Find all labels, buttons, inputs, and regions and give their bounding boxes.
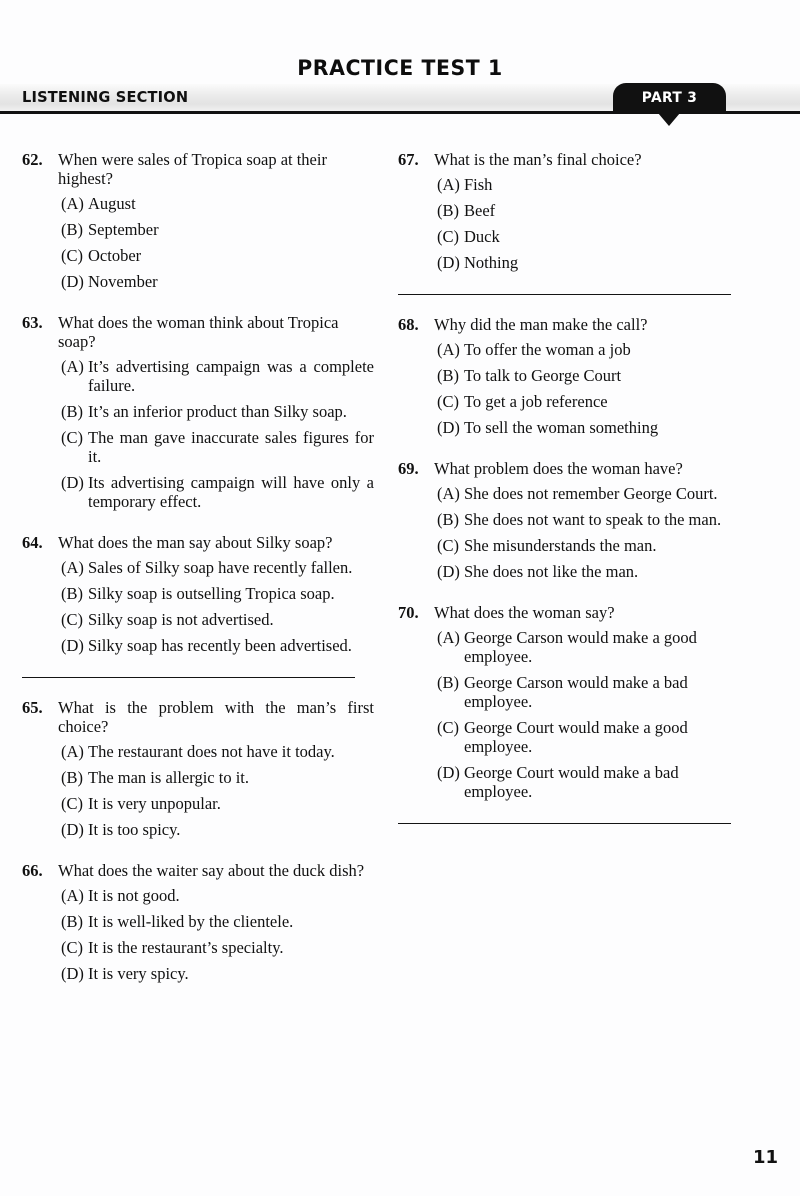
question-text: 62. When were sales of Tropica soap at their highest? (22, 150, 327, 188)
section-divider (22, 677, 355, 678)
question-number: 69. (398, 459, 419, 478)
question-number: 70. (398, 603, 419, 622)
answer-option-letter: (B) (437, 201, 459, 220)
question-text: 68. Why did the man make the call? (398, 315, 648, 334)
answer-option[interactable]: (C) It is very unpopular. (61, 794, 221, 813)
answer-option-letter: (D) (61, 636, 84, 655)
question-block (398, 459, 750, 581)
question-text: 70. What does the woman say? (398, 603, 615, 622)
answer-options (22, 194, 374, 291)
answer-option[interactable]: (A) She does not remember George Court. (437, 484, 718, 503)
answer-option[interactable]: (C) George Court would make a good employee. (437, 718, 688, 756)
answer-option-letter: (A) (61, 357, 84, 376)
question-text: 66. What does the waiter say about the duck dish? (22, 861, 365, 880)
answer-option-letter: (B) (61, 912, 83, 931)
answer-option-letter: (B) (61, 402, 83, 421)
question-text: 65. What is the problem with the man’s first choice? (22, 698, 374, 736)
answer-option-letter: (C) (437, 718, 459, 737)
answer-option[interactable]: (B) She does not want to speak to the man. (437, 510, 722, 529)
answer-option-letter: (B) (61, 584, 83, 603)
answer-option[interactable]: (A) The restaurant does not have it today. (61, 742, 335, 761)
answer-option[interactable]: (C) It is the restaurant’s specialty. (61, 938, 284, 957)
question-text: 67. What is the man’s final choice? (398, 150, 642, 169)
answer-option-letter: (D) (437, 763, 460, 782)
question-number: 68. (398, 315, 419, 334)
answer-option[interactable]: (B) September (61, 220, 159, 239)
answer-option-letter: (C) (437, 536, 459, 555)
section-divider (398, 294, 731, 295)
question-number: 63. (22, 313, 43, 332)
answer-option[interactable]: (B) The man is allergic to it. (61, 768, 249, 787)
answer-option-letter: (D) (61, 473, 84, 492)
answer-option[interactable]: (C) October (61, 246, 142, 265)
answer-option[interactable]: (A) August (61, 194, 136, 213)
question-block (22, 313, 374, 511)
answer-option[interactable]: (D) It is too spicy. (61, 820, 181, 839)
answer-option-letter: (C) (61, 610, 83, 629)
answer-option-letter: (A) (61, 558, 84, 577)
question-block (22, 698, 374, 839)
answer-options (398, 628, 750, 801)
question-block (22, 533, 374, 655)
answer-options (22, 742, 374, 839)
section-label: LISTENING SECTION (22, 88, 189, 106)
question-block (398, 150, 750, 272)
answer-option[interactable]: (C) She misunderstands the man. (437, 536, 657, 555)
page-number: 11 (752, 1147, 778, 1168)
question-text: 63. What does the woman think about Tropica soap? (22, 313, 339, 351)
answer-option[interactable]: (D) November (61, 272, 158, 291)
question-column-right (398, 150, 750, 844)
answer-option-letter: (C) (437, 392, 459, 411)
question-number: 65. (22, 698, 43, 717)
answer-option[interactable]: (D) Its advertising campaign will have only a temporary effect. (61, 473, 374, 511)
answer-option[interactable]: (A) George Carson would make a good employee. (437, 628, 697, 666)
answer-option-letter: (A) (437, 628, 460, 647)
answer-option[interactable]: (C) Silky soap is not advertised. (61, 610, 274, 629)
answer-option[interactable]: (B) It’s an inferior product than Silky soap. (61, 402, 347, 421)
answer-option[interactable]: (A) Fish (437, 175, 493, 194)
answer-option-letter: (A) (437, 175, 460, 194)
answer-options (398, 175, 750, 272)
answer-option[interactable]: (B) Beef (437, 201, 496, 220)
answer-option-letter: (A) (61, 886, 84, 905)
answer-option-letter: (B) (437, 510, 459, 529)
answer-option[interactable]: (B) It is well-liked by the clientele. (61, 912, 294, 931)
answer-option[interactable]: (D) Silky soap has recently been advertised. (61, 636, 352, 655)
answer-option-letter: (B) (61, 220, 83, 239)
answer-option-letter: (D) (61, 964, 84, 983)
part-badge-pointer-icon (658, 113, 680, 126)
answer-options (22, 357, 374, 511)
question-block (398, 603, 750, 801)
answer-option-letter: (D) (61, 820, 84, 839)
answer-option[interactable]: (B) To talk to George Court (437, 366, 622, 385)
answer-option-letter: (D) (437, 562, 460, 581)
question-number: 67. (398, 150, 419, 169)
answer-option[interactable]: (C) The man gave inaccurate sales figures for it. (61, 428, 374, 466)
answer-option[interactable]: (A) Sales of Silky soap have recently fallen. (61, 558, 353, 577)
answer-options (22, 558, 374, 655)
answer-options (398, 484, 750, 581)
answer-option-letter: (D) (437, 253, 460, 272)
question-text: 64. What does the man say about Silky soap? (22, 533, 333, 552)
question-number: 66. (22, 861, 43, 880)
answer-option[interactable]: (B) Silky soap is outselling Tropica soap. (61, 584, 335, 603)
answer-option[interactable]: (A) It’s advertising campaign was a complete failure. (61, 357, 374, 395)
answer-option[interactable]: (A) To offer the woman a job (437, 340, 631, 359)
answer-option[interactable]: (B) George Carson would make a bad employee. (437, 673, 688, 711)
question-column-left (22, 150, 374, 1005)
answer-option-letter: (C) (61, 246, 83, 265)
question-block (398, 315, 750, 437)
answer-option-letter: (A) (437, 340, 460, 359)
question-block (22, 861, 374, 983)
answer-option-letter: (A) (61, 742, 84, 761)
part-badge-label: PART 3 (641, 90, 698, 106)
answer-option[interactable]: (D) It is very spicy. (61, 964, 189, 983)
answer-option-letter: (D) (61, 272, 84, 291)
answer-option-letter: (C) (61, 938, 83, 957)
question-number: 64. (22, 533, 43, 552)
question-number: 62. (22, 150, 43, 169)
answer-option-letter: (B) (437, 366, 459, 385)
page-title: PRACTICE TEST 1 (297, 56, 503, 81)
answer-option[interactable]: (A) It is not good. (61, 886, 180, 905)
answer-option[interactable]: (D) She does not like the man. (437, 562, 639, 581)
answer-option-letter: (C) (437, 227, 459, 246)
question-text: 69. What problem does the woman have? (398, 459, 683, 478)
answer-options (22, 886, 374, 983)
answer-option-letter: (B) (61, 768, 83, 787)
section-divider (398, 823, 731, 824)
question-block (22, 150, 374, 291)
answer-option[interactable]: (D) George Court would make a bad employee. (437, 763, 679, 801)
answer-option[interactable]: (C) To get a job reference (437, 392, 608, 411)
answer-option-letter: (A) (437, 484, 460, 503)
answer-option-letter: (B) (437, 673, 459, 692)
answer-option-letter: (C) (61, 794, 83, 813)
answer-option[interactable]: (C) Duck (437, 227, 500, 246)
answer-option-letter: (C) (61, 428, 83, 447)
answer-option-letter: (D) (437, 418, 460, 437)
part-badge (613, 83, 726, 112)
answer-option[interactable]: (D) Nothing (437, 253, 519, 272)
answer-option-letter: (A) (61, 194, 84, 213)
answer-options (398, 340, 750, 437)
answer-option[interactable]: (D) To sell the woman something (437, 418, 659, 437)
